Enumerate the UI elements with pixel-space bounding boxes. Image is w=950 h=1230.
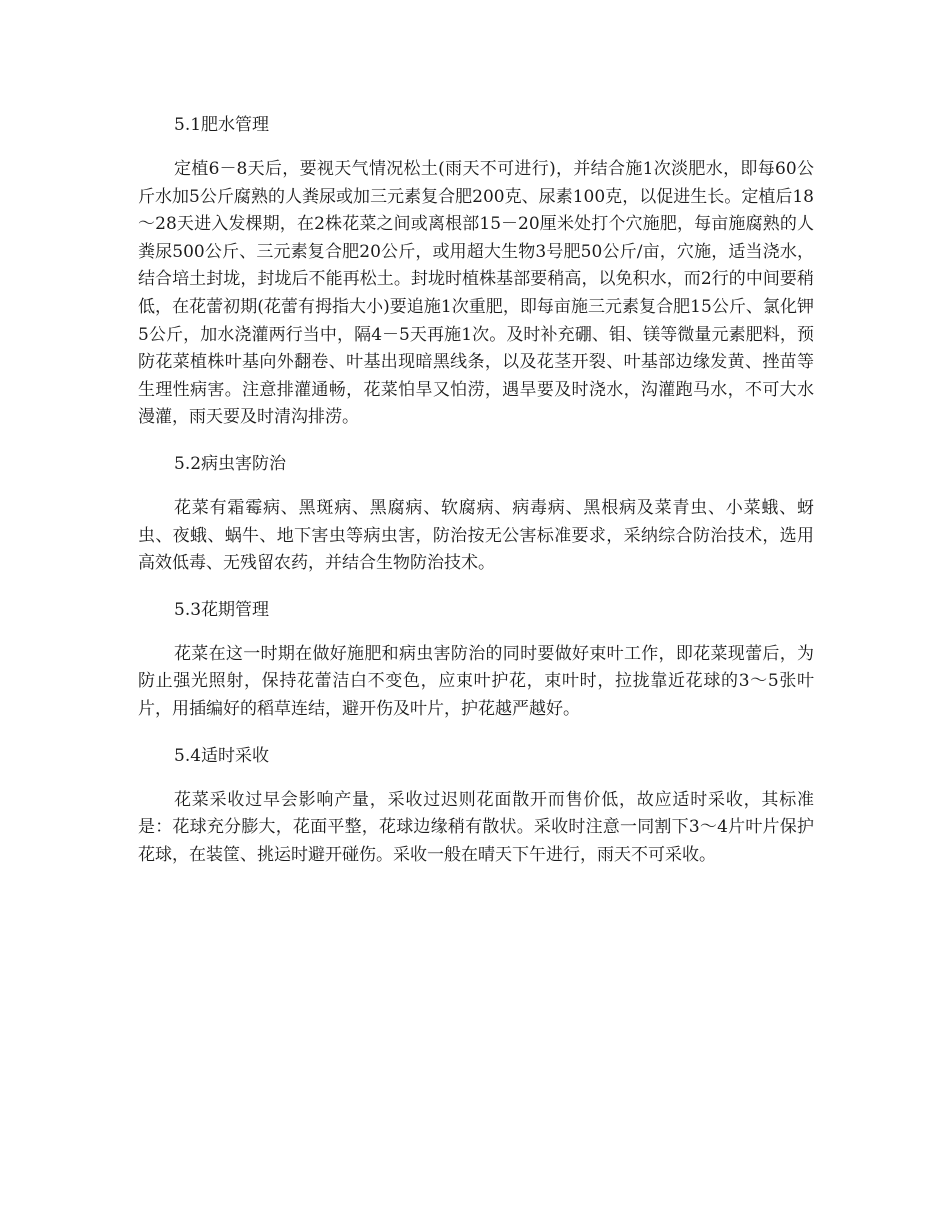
section-paragraph-flowering-management: 花菜在这一时期在做好施肥和病虫害防治的同时要做好束叶工作，即花菜现蕾后，为防止强光照射，保持花蕾洁白不变色，应束叶护花，束叶时，拉拢靠近花球的3～5张叶片，用插编好的稻草连结，避开伤及叶片，护花越严越好。: [138, 643, 814, 719]
section-paragraph-pest-control: 花菜有霜霉病、黑斑病、黑腐病、软腐病、病毒病、黑根病及菜青虫、小菜蛾、蚜虫、夜蛾、蜗牛、地下害虫等病虫害，防治按无公害标准要求，采纳综合防治技术，选用高效低毒、无残留农药，并结合生物防治技术。: [138, 497, 814, 574]
document-body: [138, 112, 814, 869]
section-heading-harvest: 5.4适时采收: [174, 745, 270, 766]
section-heading-fertilizer-water: 5.1肥水管理: [174, 115, 270, 135]
section-heading-pest-control: 5.2病虫害防治: [174, 453, 287, 474]
section-paragraph-fertilizer-water: 定植6－8天后，要视天气情况松土(雨天不可进行)，并结合施1次淡肥水，即每60公斤水加5公斤腐熟的人粪尿或加三元素复合肥200克、尿素100克，以促进生长。定植后18～28天进入发棵期，在2株花菜之间或离根部15－20厘米处打个穴施肥，每亩施腐熟的人粪尿500公斤、三元素复合肥20公斤，或用超大生物3号肥50公斤/亩，穴施，适当浇水，结合培土封垅，封垅后不能再松土。封垅时植株基部要稍高，以免积水，而2行的中间要稍低，在花蕾初期(花蕾有拇指大小)要追施1次重肥，即每亩施三元素复合肥15公斤、氯化钾5公斤，加水浇灌两行当中，隔4－5天再施1次。及时补充硼、钼、镁等微量元素肥料，预防花菜植株叶基向外翻卷、叶基出现暗黑线条，以及花茎开裂、叶基部边缘发黄、挫苗等生理性病害。注意排灌通畅，花菜怕旱又怕涝，遇旱要及时浇水，沟灌跑马水，不可大水漫灌，雨天要及时清沟排涝。: [138, 159, 814, 428]
section-heading-flowering-management: 5.3花期管理: [174, 599, 270, 620]
section-paragraph-harvest: 花菜采收过早会影响产量，采收过迟则花面散开而售价低，故应适时采收，其标准是：花球充分膨大，花面平整，花球边缘稍有散状。采收时注意一同割下3～4片叶片保护花球，在装筐、挑运时避开碰伤。采收一般在晴天下午进行，雨天不可采收。: [138, 789, 814, 865]
